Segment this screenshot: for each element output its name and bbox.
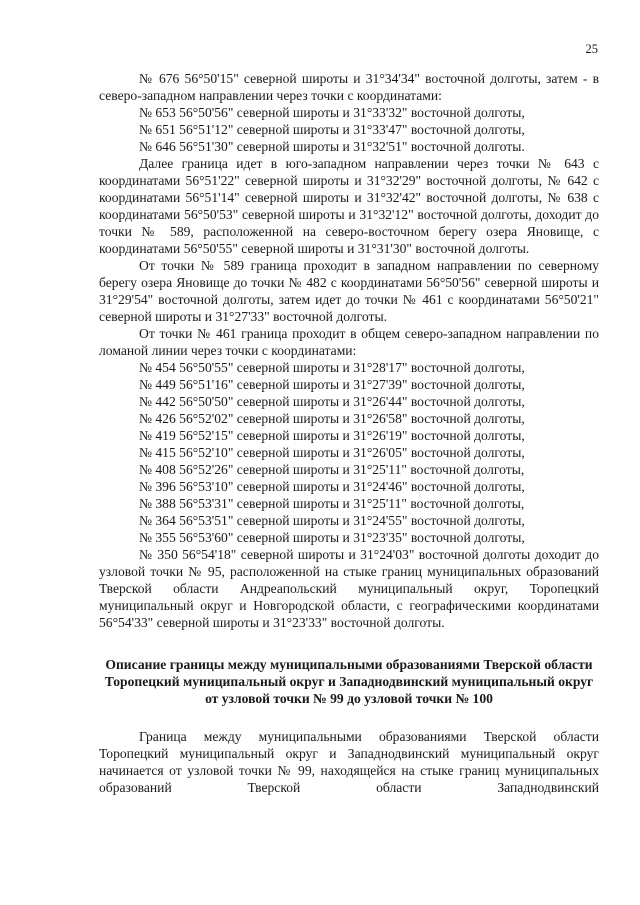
coordinate-item: № 355 56°53'60" северной широты и 31°23'35" восточной долготы, — [139, 530, 525, 545]
coordinate-item: № 651 56°51'12" северной широты и 31°33'47" восточной долготы, — [139, 122, 525, 137]
coordinate-item: № 449 56°51'16" северной широты и 31°27'39" восточной долготы, — [139, 377, 525, 392]
coordinate-list-1 — [99, 104, 599, 155]
document-body — [99, 70, 599, 796]
coordinate-item: № 454 56°50'55" северной широты и 31°28'17" восточной долготы, — [139, 360, 525, 375]
coordinate-item: № 426 56°52'02" северной широты и 31°26'58" восточной долготы, — [139, 411, 525, 426]
coordinate-item: № 388 56°53'31" северной широты и 31°25'11" восточной долготы, — [139, 496, 525, 511]
coordinate-item: № 408 56°52'26" северной широты и 31°25'11" восточной долготы, — [139, 462, 525, 477]
coordinate-item: № 442 56°50'50" северной широты и 31°26'44" восточной долготы, — [139, 394, 525, 409]
coordinate-item: № 653 56°50'56" северной широты и 31°33'32" восточной долготы, — [139, 105, 525, 120]
section-heading: Описание границы между муниципальными образованиями Тверской области Торопецкий муниципальный округ и Западнодвинский муниципальный округ от узловой точки № 99 до узловой точки № 100 — [104, 657, 594, 706]
coordinate-item: № 419 56°52'15" северной широты и 31°26'19" восточной долготы, — [139, 428, 525, 443]
coordinate-item: № 364 56°53'51" северной широты и 31°24'55" восточной долготы, — [139, 513, 525, 528]
paragraph-point-350: № 350 56°54'18" северной широты и 31°24'03" восточной долготы доходит до узловой точки № 95, расположенной на стыке границ муниципальных образований Тверской области Андреапольский муниципальный округ, Торопецкий муниципальный округ и Новгородской области, с географическими координатами 56°54'33" северной широты и 31°23'33" восточной долготы. — [99, 547, 599, 630]
paragraph-point-676: № 676 56°50'15" северной широты и 31°34'34" восточной долготы, затем - в северо-западном направлении через точки с координатами: — [99, 71, 599, 103]
coordinate-item: № 396 56°53'10" северной широты и 31°24'46" восточной долготы, — [139, 479, 525, 494]
coordinate-list-2 — [99, 359, 599, 546]
paragraph-southwest: Далее граница идет в юго-западном направлении через точки № 643 с координатами 56°51'22" северной широты и 31°32'29" восточной долготы, № 642 с координатами 56°51'14" северной широты и 31°32'42" восточной долготы, № 638 с координатами 56°50'53" северной широты и 31°32'12" восточной долготы, доходит до точки № 589, расположенной на северо-восточном берегу озера Яновище, с координатами 56°50'55" северной широты и 31°31'30" восточной долготы. — [99, 156, 599, 256]
page-number: 25 — [585, 42, 598, 56]
coordinate-item: № 646 56°51'30" северной широты и 31°32'51" восточной долготы. — [139, 139, 525, 154]
paragraph-west: От точки № 589 граница проходит в западном направлении по северному берегу озера Яновище до точки № 482 с координатами 56°50'56" северной широты и 31°29'54" восточной долготы, затем идет до точки № 461 с координатами 56°50'21" северной широты и 31°27'33" восточной долготы. — [99, 258, 599, 324]
coordinate-item: № 415 56°52'10" северной широты и 31°26'05" восточной долготы, — [139, 445, 525, 460]
paragraph-northwest: От точки № 461 граница проходит в общем северо-западном направлении по ломаной линии через точки с координатами: — [99, 326, 599, 358]
paragraph-section2-start: Граница между муниципальными образованиями Тверской области Торопецкий муниципальный округ и Западнодвинский муниципальный округ начинается от узловой точки № 99, находящейся на стыке границ муниципальных образований Тверской области Западнодвинский — [99, 729, 599, 795]
